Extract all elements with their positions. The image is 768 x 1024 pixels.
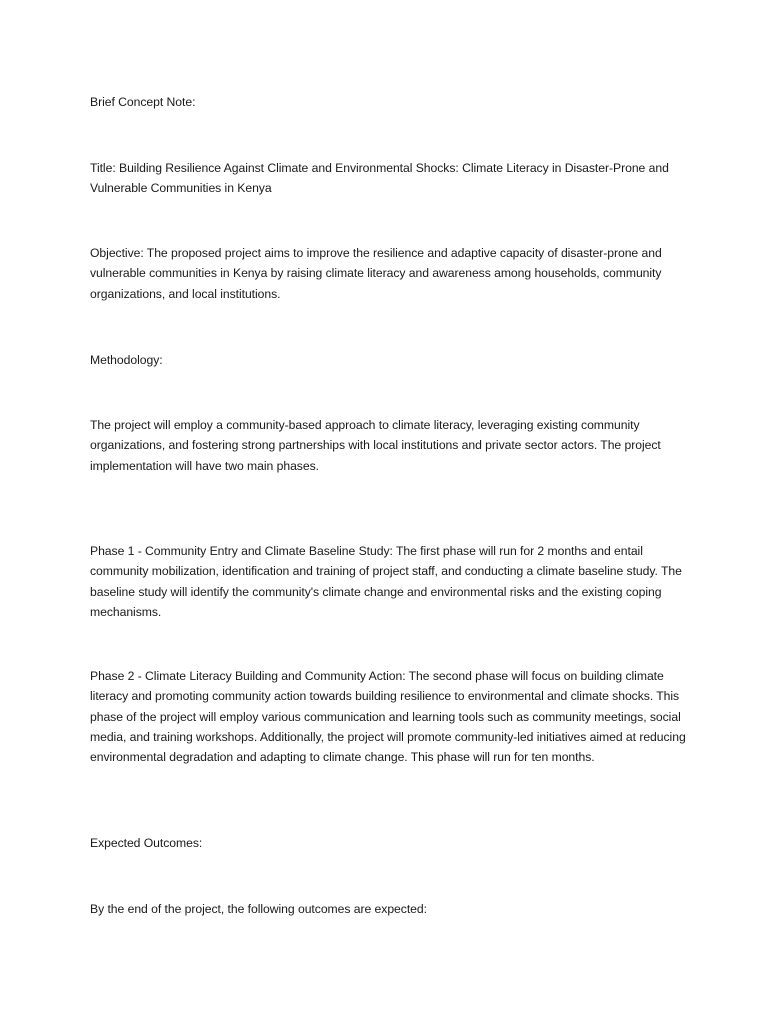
phase2-paragraph: Phase 2 - Climate Literacy Building and Community Action: The second phase will focus on building climate literacy and promoting community action towards building resilience to environmental and climate shocks. This phase of the project will employ various communication and learning tools such as community meetings, social media, and training workshops. Additionally, the project will promote community-led initiatives aimed at reducing environmental degradation and adapting to climate change. This phase will run for ten months. — [90, 669, 686, 765]
document-title: Title: Building Resilience Against Climate and Environmental Shocks: Climate Literacy in Disaster-Prone and Vulnerable Communities in Kenya — [90, 161, 669, 196]
outcomes-intro: By the end of the project, the following outcomes are expected: — [90, 902, 427, 916]
objective-paragraph: Objective: The proposed project aims to improve the resilience and adaptive capacity of disaster-prone and vulnerable communities in Kenya by raising climate literacy and awareness among households, community organizations, and local institutions. — [90, 246, 662, 301]
phase1-paragraph: Phase 1 - Community Entry and Climate Baseline Study: The first phase will run for 2 months and entail community mobilization, identification and training of project staff, and conducting a climate baseline study. The baseline study will identify the community's climate change and environmental risks and the existing coping mechanisms. — [90, 544, 682, 619]
outcomes-heading: Expected Outcomes: — [90, 836, 203, 850]
document-heading: Brief Concept Note: — [90, 95, 196, 109]
methodology-paragraph: The project will employ a community-based approach to climate literacy, leveraging existing community organizations, and fostering strong partnerships with local institutions and private sector actors. The project implementation will have two main phases. — [90, 418, 661, 473]
methodology-heading: Methodology: — [90, 353, 163, 367]
